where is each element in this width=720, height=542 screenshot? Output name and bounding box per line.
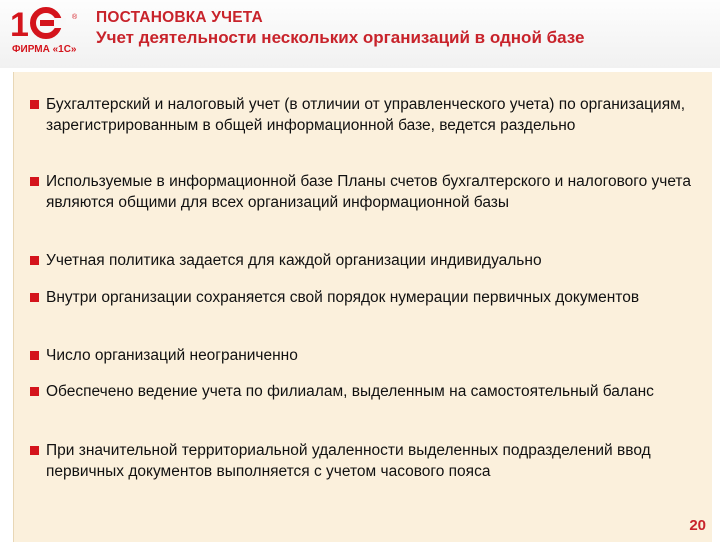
content-panel <box>13 72 712 542</box>
logo-1c-icon <box>10 6 76 40</box>
bullet-icon <box>30 351 39 360</box>
logo-company-name: ФИРМА «1С» <box>12 44 77 55</box>
bullet-icon <box>30 387 39 396</box>
registered-mark: ® <box>72 14 78 21</box>
bullet-icon <box>30 446 39 455</box>
bullet-icon <box>30 177 39 186</box>
list-item-text: Обеспечено ведение учета по филиалам, выделенным на самостоятельный баланс <box>46 383 654 400</box>
slide-subtitle: Учет деятельности нескольких организаций в одной базе <box>96 28 585 47</box>
bullet-icon <box>30 100 39 109</box>
list-item-text: Бухгалтерский и налоговый учет (в отличии от управленческого учета) по организациям, зарегистрированным в общей информационной базе, ведется раздельно <box>46 96 686 134</box>
logo-mark <box>10 6 74 38</box>
svg-text:1: 1 <box>10 6 27 40</box>
page-number: 20 <box>689 517 706 534</box>
list-item-text: Внутри организации сохраняется свой порядок нумерации первичных документов <box>46 289 640 306</box>
list-item-text: Используемые в информационной базе Планы счетов бухгалтерского и налогового учета являются общими для всех организаций информационной базы <box>46 173 691 211</box>
slide-header <box>0 0 720 68</box>
company-logo <box>6 4 86 62</box>
slide-title: ПОСТАНОВКА УЧЕТА <box>96 9 263 26</box>
list-item-text: При значительной территориальной удаленности выделенных подразделений ввод первичных документов выполняется с учетом часового пояса <box>46 442 651 480</box>
list-item-text: Число организаций неограниченно <box>46 347 298 364</box>
list-item-text: Учетная политика задается для каждой организации индивидуально <box>46 252 542 269</box>
bullet-icon <box>30 256 39 265</box>
bullet-icon <box>30 293 39 302</box>
